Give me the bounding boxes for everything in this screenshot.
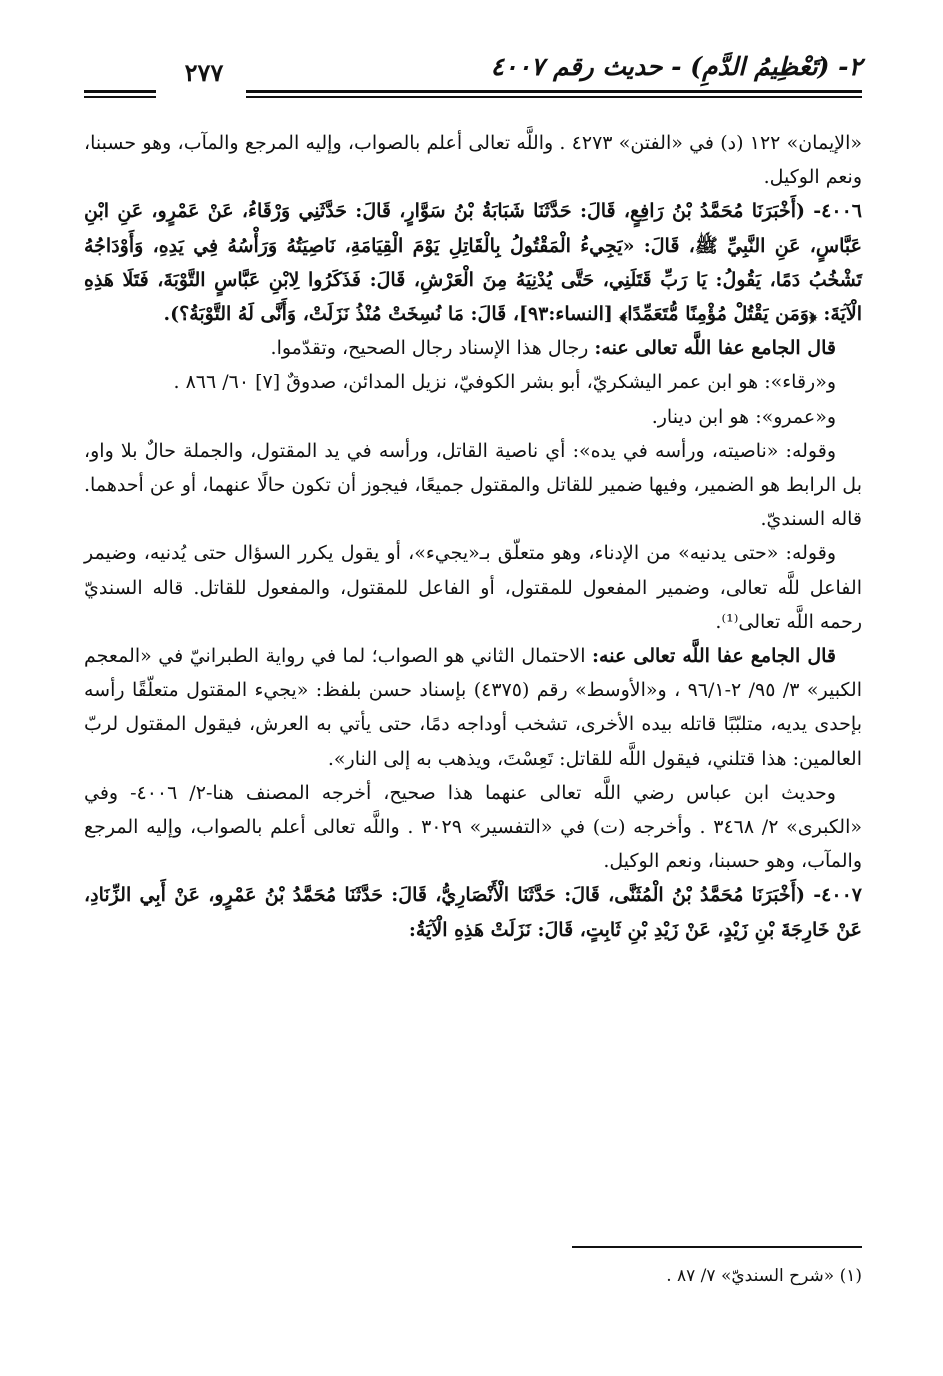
paragraph (84, 536, 862, 639)
paragraph (84, 365, 862, 399)
paragraph-text: ٤٠٠٧- (أَخْبَرَنَا مُحَمَّدُ بْنُ الْمُثَنَّى، قَالَ: حَدَّثَنَا الْأَنْصَارِيُّ، قَالَ: حَدَّثَنَا مُحَمَّدُ بْنُ عَمْرٍو، عَنْ أَبِي الزِّنَادِ، عَنْ خَارِجَةَ بْنِ زَيْدٍ، عَنْ زَيْدِ بْنِ ثَابِتٍ، قَالَ: نَزَلَتْ هَذِهِ الْآيَةُ: (84, 884, 862, 941)
paragraph (84, 776, 862, 879)
header-rule (84, 90, 156, 93)
page-number: ٢٧٧ (184, 58, 224, 87)
paragraph-text: و«عمرو»: هو ابن دينار. (651, 405, 836, 428)
paragraph (84, 639, 862, 776)
paragraph-text: وقوله: «حتى يدنيه» من الإدناء، وهو متعلّق بـ«يجيء»، أو يقول يكرر السؤال حتى يُدنيه، وضيمر الفاعل للَّه تعالى، وضمير المفعول للمقتول، أو الفاعل للمقتول، والمفعول للقاتل. قاله السنديّ رحمه اللَّه تعالى⁽¹⁾. (84, 542, 862, 633)
hadith-4007 (84, 878, 862, 946)
paragraph-lead: قال الجامع عفا اللَّه تعالى عنه: (594, 337, 836, 360)
paragraph-text: الاحتمال الثاني هو الصواب؛ لما في رواية الطبرانيّ في «المعجم الكبير» ٣/ ٩٥/ ٢-٩٦/١ ، و«الأوسط» رقم (٤٣٧٥) بإسناد حسن بلفظ: «يجيء المقتول متعلّقًا رأسه بإحدى يديه، متلبّبًا قاتله بيده الأخرى، تشخب أوداجه دمًا، حتى يأتي به العرش، فيقول المقتول لربّ العالمين: هذا قتلني، فيقول اللَّه للقاتل: تَعِسْتَ، ويذهب به إلى النار». (84, 645, 862, 770)
paragraph (84, 331, 862, 365)
footnote-rule (572, 1246, 862, 1248)
header-rule (84, 96, 156, 98)
body-text (84, 126, 862, 947)
running-header (84, 52, 862, 102)
hadith-4006 (84, 194, 862, 331)
footnote: (١) «شرح السنديّ» ٧/ ٨٧ . (666, 1266, 862, 1286)
header-rule (246, 90, 862, 93)
paragraph-text: «الإيمان» ١٢٢ (د) في «الفتن» ٤٢٧٣ . واللَّه تعالى أعلم بالصواب، وإليه المرجع والمآب، وهو حسبنا، ونعم الوكيل. (84, 132, 862, 189)
paragraph-text: رجال هذا الإسناد رجال الصحيح، وتقدّموا. (270, 337, 595, 360)
header-title: ٢- (تَعْظِيمُ الدَّمِ) - حديث رقم ٤٠٠٧ (490, 52, 862, 81)
paragraph (84, 126, 862, 194)
paragraph (84, 400, 862, 434)
paragraph-text: وحديث ابن عباس رضي اللَّه تعالى عنهما هذا صحيح، أخرجه المصنف هنا-٢/ ٤٠٠٦- وفي «الكبرى» ٢/ ٣٤٦٨ . وأخرجه (ت) في «التفسير» ٣٠٢٩ . واللَّه تعالى أعلم بالصواب، وإليه المرجع والمآب، وهو حسبنا، ونعم الوكيل. (84, 781, 863, 873)
paragraph-lead: قال الجامع عفا اللَّه تعالى عنه: (592, 645, 836, 668)
paragraph (84, 434, 862, 537)
paragraph-text: و«رقاء»: هو ابن عمر اليشكريّ، أبو بشر الكوفيّ، نزيل المدائن، صدوقٌ [٧] ٦٠/ ٨٦٦ . (173, 371, 836, 394)
header-rule (246, 96, 862, 98)
paragraph-text: ٤٠٠٦- (أَخْبَرَنَا مُحَمَّدُ بْنُ رَافِعٍ، قَالَ: حَدَّثَنَا شَبَابَةُ بْنُ سَوَّارٍ، قَالَ: حَدَّثَنِي وَرْقَاءُ، عَنْ عَمْرٍو، عَنِ ابْنِ عَبَّاسٍ، عَنِ النَّبِيِّ ﷺ، قَالَ: «يَجِيءُ الْمَقْتُولُ بِالْقَاتِلِ يَوْمَ الْقِيَامَةِ، نَاصِيَتُهُ وَرَأْسُهُ فِي يَدِهِ، وَأَوْدَاجُهُ تَشْخُبُ دَمًا، يَقُولُ: يَا رَبِّ قَتَلَنِي، حَتَّى يُدْنِيَهُ مِنَ الْعَرْشِ، قَالَ: فَذَكَرُوا لِابْنِ عَبَّاسٍ التَّوْبَةَ، فَتَلَا هَذِهِ الْآيَةَ: ﴿وَمَن يَقْتُلْ مُؤْمِنًا مُّتَعَمِّدًا﴾ [النساء:٩٣]، قَالَ: مَا نُسِخَتْ مُنْذُ نَزَلَتْ، وَأَنَّى لَهُ التَّوْبَةُ؟). (84, 200, 862, 326)
paragraph-text: وقوله: «ناصيته، ورأسه في يده»: أي ناصية القاتل، ورأسه في يد المقتول، والجملة حالٌ بلا واو، بل الرابط هو الضمير، وفيها ضمير للقاتل والمقتول جميعًا، فيجوز أن تكون حالًا عنهما، أو عن أحدهما. قاله السنديّ. (84, 439, 862, 531)
